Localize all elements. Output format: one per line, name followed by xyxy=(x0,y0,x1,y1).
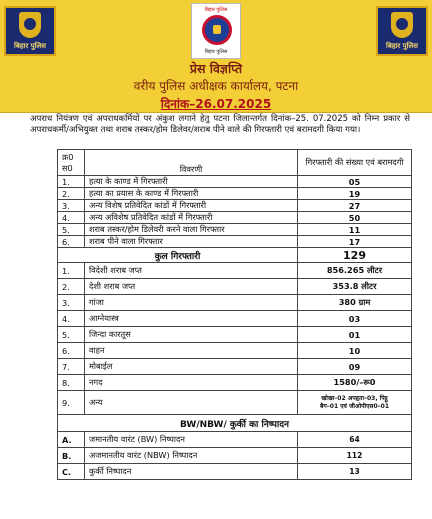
row-value: 11 xyxy=(298,224,412,236)
row-number: 2. xyxy=(58,188,85,200)
table-row xyxy=(58,200,412,212)
row-value: 05 xyxy=(298,176,412,188)
row-value: 13 xyxy=(298,464,412,480)
row-number: 2. xyxy=(58,279,85,295)
row-value: 380 ग्राम xyxy=(298,295,412,311)
row-description: शराब तस्कर/होम डिलेवरी करने वाला गिरफ्तार xyxy=(85,224,298,236)
row-number: 8. xyxy=(58,375,85,391)
row-value: 09 xyxy=(298,359,412,375)
row-value: 856.265 लीटर xyxy=(298,263,412,279)
total-arrests-row xyxy=(58,248,412,263)
seal-emblem-icon xyxy=(202,15,232,45)
row-number: 5. xyxy=(58,327,85,343)
total-label: कुल गिरफ्तारी xyxy=(58,248,298,263)
row-description: अन्य विशेष प्रतिवेदित कांडों में गिरफ्तारी xyxy=(85,200,298,212)
release-date: दिनांक–26.07.2025 xyxy=(160,97,272,111)
row-value: 50 xyxy=(298,212,412,224)
crest-icon xyxy=(391,12,413,38)
row-description: जिन्दा कारतूस xyxy=(85,327,298,343)
row-number: 4. xyxy=(58,311,85,327)
serial-header xyxy=(58,150,85,176)
table-header-row xyxy=(58,150,412,176)
row-description: विदेशी शराब जप्त xyxy=(85,263,298,279)
row-number: 9. xyxy=(58,391,85,415)
row-number: B. xyxy=(58,448,85,464)
table-row xyxy=(58,311,412,327)
row-value: 19 xyxy=(298,188,412,200)
row-value: 112 xyxy=(298,448,412,464)
table-row xyxy=(58,391,412,415)
row-description: आग्नेयास्त्र xyxy=(85,311,298,327)
row-description: हत्या के काण्ड में गिरफ्तारी xyxy=(85,176,298,188)
badge-label: बिहार पुलिस xyxy=(386,42,418,50)
seal-caption-bottom: बिहार पुलिस xyxy=(204,49,228,55)
row-number: 5. xyxy=(58,224,85,236)
row-description: वाहन xyxy=(85,343,298,359)
press-release-header xyxy=(0,0,432,113)
row-description: गांजा xyxy=(85,295,298,311)
table-row xyxy=(58,279,412,295)
bihar-police-badge-right xyxy=(376,6,428,56)
row-number: A. xyxy=(58,432,85,448)
count-header: गिरफ्तारी की संख्या एवं बरामदगी xyxy=(298,150,412,176)
row-description: देशी शराब जप्त xyxy=(85,279,298,295)
row-description: कुर्की निष्पादन xyxy=(85,464,298,480)
row-value: 01 xyxy=(298,327,412,343)
bihar-police-badge-left xyxy=(4,6,56,56)
table-row xyxy=(58,327,412,343)
row-description: शराब पीने वाला गिरफ्तार xyxy=(85,236,298,248)
table-row xyxy=(58,224,412,236)
description-header: विवरणी xyxy=(85,150,298,176)
total-value: 129 xyxy=(298,248,412,263)
arrest-recovery-table xyxy=(57,149,412,480)
other-value-line2: बैग–01 एवं जीओपीएस0–01 xyxy=(320,402,389,410)
row-description: मोबाईल xyxy=(85,359,298,375)
section-title: BW/NBW/ कुर्की का निष्पादन xyxy=(58,415,412,432)
row-value: 10 xyxy=(298,343,412,359)
row-value: 03 xyxy=(298,311,412,327)
row-value: 64 xyxy=(298,432,412,448)
row-value: 353.8 लीटर xyxy=(298,279,412,295)
row-number: 6. xyxy=(58,343,85,359)
table-row xyxy=(58,432,412,448)
row-number: 7. xyxy=(58,359,85,375)
office-name: वरीय पुलिस अधीक्षक कार्यालय, पटना xyxy=(133,79,299,93)
row-description: जमानतीय वारंट (BW) निष्पादन xyxy=(85,432,298,448)
row-value xyxy=(298,391,412,415)
row-number: 3. xyxy=(58,200,85,212)
table-row xyxy=(58,212,412,224)
row-value: 27 xyxy=(298,200,412,212)
row-number: 6. xyxy=(58,236,85,248)
row-description: अन्य अविशेष प्रतिवेदित कांडों में गिरफ्तारी xyxy=(85,212,298,224)
row-description: नगद xyxy=(85,375,298,391)
table-row xyxy=(58,176,412,188)
row-description: अन्य xyxy=(85,391,298,415)
row-description: अजमानतीय वारंट (NBW) निष्पादन xyxy=(85,448,298,464)
row-value: 1580/–रू0 xyxy=(298,375,412,391)
row-value: 17 xyxy=(298,236,412,248)
table-row xyxy=(58,375,412,391)
table-row xyxy=(58,448,412,464)
other-value-line1: खोखा–02 अपहृता–03, पिट्ठु xyxy=(321,394,388,402)
table-row xyxy=(58,188,412,200)
row-number: 3. xyxy=(58,295,85,311)
table-row xyxy=(58,359,412,375)
row-number: C. xyxy=(58,464,85,480)
row-number: 1. xyxy=(58,176,85,188)
table-row xyxy=(58,236,412,248)
serial-header-line2: स0 xyxy=(62,162,73,173)
row-number: 1. xyxy=(58,263,85,279)
seal-caption-top: बिहार पुलिस xyxy=(204,7,228,13)
serial-header-line1: क्र0 xyxy=(62,151,74,162)
badge-label: बिहार पुलिस xyxy=(14,42,46,50)
bihar-police-seal xyxy=(191,3,241,59)
row-description: हत्या का प्रयास के काण्ड में गिरफ्तारी xyxy=(85,188,298,200)
warrant-section-header xyxy=(58,415,412,432)
page-title: प्रेस विज्ञप्ति xyxy=(189,61,243,76)
row-number: 4. xyxy=(58,212,85,224)
intro-paragraph: अपराध नियंत्रण एवं अपराधकर्मियों पर अंकुश लगाने हेतु पटना जिलान्तर्गत दिनांक–25. 07.2025 को निम्न प्रकार से अपराधकर्मी/अभियुक्त तथा शराब तस्कर/होम डिलेवर/शराब पीने वाले की गिरफ्तारी एवं बरामदगी किया गया। xyxy=(30,114,410,135)
table-row xyxy=(58,263,412,279)
table-row xyxy=(58,464,412,480)
crest-icon xyxy=(19,12,41,38)
table-row xyxy=(58,295,412,311)
table-row xyxy=(58,343,412,359)
